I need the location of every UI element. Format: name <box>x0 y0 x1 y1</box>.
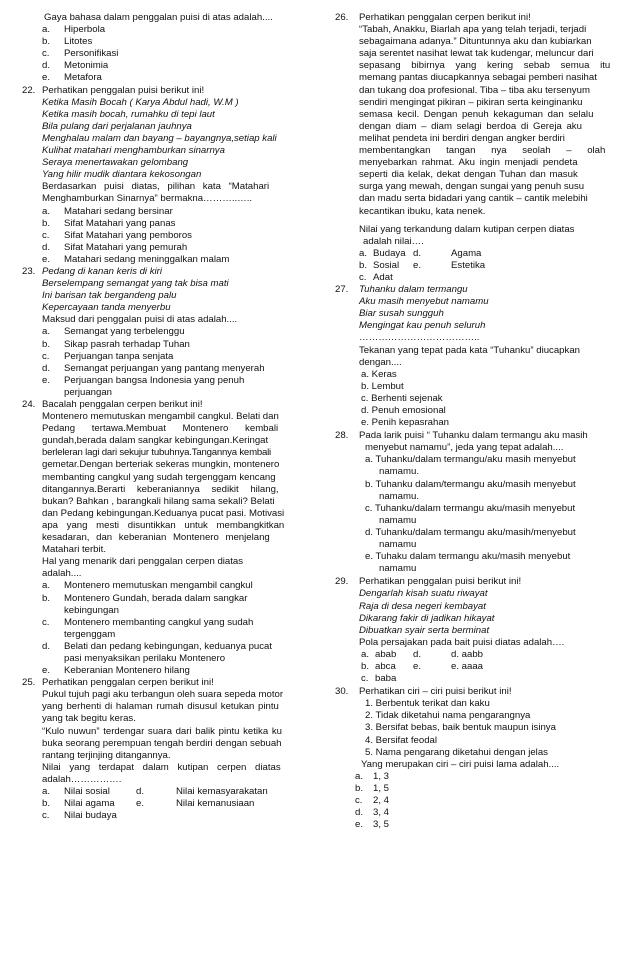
option-text: Metafora <box>64 72 102 84</box>
option-letter: c. <box>355 795 363 806</box>
option-letter: b. <box>42 36 51 48</box>
option-text: 2, 4 <box>373 795 390 806</box>
poem-line: Dikarang fakir di jadikan hikayat <box>359 612 495 624</box>
question-text: Hal yang menarik dari penggalan cerpen diatas <box>42 556 244 568</box>
question-28 <box>335 430 597 575</box>
option-text: Budaya <box>373 247 406 259</box>
option-letter: b. <box>42 338 51 350</box>
options-row <box>335 248 597 260</box>
passage-line: Pedang tertawa.Membuat Montenero kembali <box>42 423 279 435</box>
passage-line: semasa kecil. Dengan penuh kekaguman dan selalu <box>359 108 594 120</box>
question-number: 28. <box>335 430 349 442</box>
option-text: Adat <box>373 271 393 283</box>
option-text: Perjuangan bangsa Indonesia yang penuh <box>64 374 245 386</box>
question-number: 25. <box>22 677 36 689</box>
option-text: a. Keras <box>361 368 397 380</box>
option-letter: c. <box>42 229 50 241</box>
option-text: abab <box>375 648 397 660</box>
question-30 <box>335 686 597 831</box>
passage-line: surga yang mewah, dengan sungai yang penuh susu <box>359 181 585 193</box>
options-row <box>22 798 308 810</box>
option-text: e. Penih kepasrahan <box>361 417 450 429</box>
question-text: Berdasarkan puisi diatas, pilihan kata “Matahari <box>42 181 270 193</box>
option-letter: d. <box>42 60 51 72</box>
option-text: namamu. <box>379 490 419 502</box>
option-letter: c. <box>42 616 50 628</box>
options-row <box>22 786 308 798</box>
poem-line: Raja di desa negeri kembayat <box>359 600 486 612</box>
option-text: Semangat yang terbelenggu <box>64 326 185 338</box>
options-row <box>335 649 597 661</box>
poem-line: Berselempang semangat yang tak bisa mati <box>42 278 229 290</box>
option-text: abca <box>375 660 396 672</box>
passage-line: gemetar.Dengan berteriak sekeras mungkin, montenero <box>42 459 280 471</box>
poem-line: Dibuatkan syair serta berminat <box>359 624 490 636</box>
question-intro: Perhatikan penggalan cerpen berikut ini! <box>42 677 214 689</box>
option-text: 1, 5 <box>373 782 390 794</box>
question-26 <box>335 12 611 284</box>
passage-line: adalah……………. <box>42 773 122 785</box>
option-text: d. Tuhanku/dalam termangu aku/masih/menyebut <box>365 526 576 538</box>
poem-line: Tuhanku dalam termangu <box>359 284 468 296</box>
passage-line: Nilai yang terdapat dalam kutipan cerpen diatas <box>42 761 281 773</box>
question-number: 22. <box>22 84 36 96</box>
passage-line: menyebarkan rahmat. Aku ingin menjadi pendeta <box>359 157 578 169</box>
option-letter: c. <box>359 271 367 283</box>
option-letter: e. <box>413 259 422 271</box>
passage-line: bukan? Bahkan , barangkali hilang sama sekali? Belati <box>42 495 275 507</box>
option-text: b. Tuhanku dalam/termangu aku/masih menyebut <box>365 478 576 490</box>
option-text: e. aaaa <box>451 660 484 672</box>
option-text: Nilai agama <box>64 798 115 810</box>
option-letter: c. <box>42 810 50 822</box>
option-letter: b. <box>42 217 51 229</box>
options-row <box>335 272 597 284</box>
option-text: baba <box>375 673 397 685</box>
poem-line: Ini barisan tak bergandeng palu <box>42 290 177 302</box>
option-text: Sifat Matahari yang pemboros <box>64 229 192 241</box>
option-text: Nilai kemasyarakatan <box>176 786 268 797</box>
passage-line: seperti dia kelak, dekat dengan Tuhan dan masuk <box>359 169 578 181</box>
question-23 <box>22 266 308 399</box>
option-text: c. Tuhanku/dalam termangu aku/masih menyebut <box>365 502 576 514</box>
option-text: Personifikasi <box>64 48 119 60</box>
option-text: kebingungan <box>64 604 119 616</box>
option-letter: d. <box>413 247 422 259</box>
option-letter: d. <box>42 640 51 652</box>
option-text: e. Tuhaku dalam termangu aku/masih menyebut <box>365 551 571 563</box>
option-text: namamu. <box>379 466 419 478</box>
option-letter: b. <box>355 782 364 794</box>
option-text: Metonimia <box>64 60 109 72</box>
poem-line: Kulihat matahari menghamburkan sinarnya <box>42 145 225 157</box>
option-letter: a. <box>42 786 51 797</box>
option-text: Litotes <box>64 36 93 48</box>
passage-line: rantang terjinjing ditangannya. <box>42 749 171 761</box>
question-text: Nilai yang terkandung dalam kutipan cerpen diatas <box>359 223 575 235</box>
option-text: 3, 5 <box>373 819 390 831</box>
option-text: d. aabb <box>451 648 484 660</box>
option-text: Nilai kemanusiaan <box>176 798 255 810</box>
option-text: tergenggam <box>64 628 116 640</box>
poem-line: Yang hilir mudik diantara kekosongan <box>42 169 202 181</box>
question-intro: Bacalah penggalan cerpen berikut ini! <box>42 399 203 410</box>
option-text: Montenero membanting cangkul yang sudah <box>64 616 254 628</box>
question-number: 23. <box>22 265 36 277</box>
option-letter: c. <box>42 48 50 60</box>
passage-line: Montenero memutuskan mengambil cangkul. Belati dan <box>42 411 279 423</box>
question-text: menyebut namamu”, jeda yang tepat adalah.... <box>365 442 564 454</box>
passage-line: dengan diam – diam selagi berdoa di Gereja aku <box>359 120 582 132</box>
option-letter: d. <box>355 807 364 819</box>
option-text: pasi menyaksikan perilaku Montenero <box>64 652 226 664</box>
right-column <box>335 12 611 831</box>
poem-line: Pedang di kanan keris di kiri <box>42 265 162 277</box>
poem-line: Kepercayaan tanda menyerbu <box>42 302 171 314</box>
poem-line: Seraya menertawakan gelombang <box>42 157 189 169</box>
option-letter: e. <box>413 660 422 672</box>
passage-line: buka seorang perempuan tengah berdiri dengan sebuah <box>42 737 282 749</box>
option-text: b. Lembut <box>361 380 404 392</box>
passage-line: yang berhenti di halaman rumah disusul ketukan pintu <box>42 701 279 713</box>
options-row <box>22 810 308 822</box>
poem-line: Mengingat kau penuh seluruh <box>359 320 486 332</box>
passage-line: saja serentet nasihat lewat tak kudengar, meluncur dari <box>359 48 594 60</box>
option-text: Keberanian Montenero hilang <box>64 665 190 677</box>
passage-line: Matahari terbit. <box>42 544 106 556</box>
option-text: Agama <box>451 247 482 259</box>
q21-question: Gaya bahasa dalam penggalan puisi di atas adalah.... <box>44 12 273 23</box>
passage-line: ditangannya.Berarti keberaniannya sedikit hilang, <box>42 483 279 495</box>
passage-line: berleleran lagi dari sekujur tubuhnya.Tangannya kembali <box>42 447 271 459</box>
list-item: 3. Bersifat bebas, baik bentuk maupun isinya <box>365 722 556 734</box>
list-item: 4. Bersifat feodal <box>365 734 437 746</box>
question-25 <box>22 677 308 822</box>
option-letter: a. <box>355 770 364 782</box>
q21-options <box>22 24 308 84</box>
passage-line: dan Pedang kebingungan.Keduanya pucat pasi. Motivasi <box>42 507 285 519</box>
poem-ellipsis: ……………………………….. <box>359 332 480 344</box>
option-text: Montenero Gundah, berada dalam sangkar <box>64 592 248 604</box>
left-column <box>22 12 308 822</box>
question-intro: Perhatikan penggalan puisi berikut ini! <box>359 576 522 588</box>
question-text: adalah nilai…. <box>363 235 424 247</box>
option-letter: e. <box>42 72 51 84</box>
passage-line: “Kulo nuwun” terdengar suara dari balik pintu ketika ku <box>42 725 282 737</box>
option-letter: a. <box>42 326 51 338</box>
question-29 <box>335 576 597 685</box>
options-row <box>335 673 597 685</box>
passage-line: dan tukang doa profesional. Tiba – tiba aku tersenyum <box>359 84 590 96</box>
list-item: 2. Tidak diketahui nama pengarangnya <box>365 710 531 722</box>
option-letter: c. <box>42 350 50 362</box>
question-text: Menghamburkan Sinarnya” bermakna………..….. <box>42 193 253 205</box>
option-letter: e. <box>136 798 145 810</box>
question-24 <box>22 399 308 677</box>
option-text: Nilai budaya <box>64 810 117 822</box>
option-text: Semangat perjuangan yang pantang menyerah <box>64 362 265 374</box>
poem-line: Biar susah sungguh <box>359 308 444 320</box>
option-text: a. Tuhanku/dalam termangu/aku masih menyebut <box>365 454 576 466</box>
question-number: 24. <box>22 399 36 410</box>
question-intro: Perhatikan ciri – ciri puisi berikut ini! <box>359 686 512 698</box>
options-row <box>335 661 597 673</box>
option-text: namamu <box>379 563 417 575</box>
question-text: adalah.... <box>42 568 82 580</box>
question-text: Yang merupakan ciri – ciri puisi lama adalah.... <box>361 758 560 770</box>
option-letter: e. <box>42 253 51 265</box>
passage-line: apa yang mesti disuntikkan untuk membangkitkan <box>42 519 285 531</box>
option-letter: c. <box>361 673 369 685</box>
passage-line: sendiri mengingat pikiran – pikiran serta keinginanku <box>359 96 583 108</box>
passage-line: membanting cangkul yang sudah tergenggam kencang <box>42 471 276 483</box>
option-letter: d. <box>42 241 51 253</box>
list-item: 1. Berbentuk terikat dan kaku <box>365 698 490 710</box>
option-text: Sikap pasrah terhadap Tuhan <box>64 338 190 350</box>
option-text: 1, 3 <box>373 770 390 782</box>
option-text: d. Penuh emosional <box>361 405 446 416</box>
poem-line: Ketika Masih Bocah ( Karya Abdul hadi, W.M ) <box>42 96 239 108</box>
option-letter: d. <box>413 648 422 660</box>
option-letter: b. <box>361 660 370 672</box>
passage-line: kesadaran, dan keberanian Montenero menjelang <box>42 532 270 544</box>
question-27 <box>335 284 597 429</box>
option-text: Nilai sosial <box>64 786 110 797</box>
list-item: 5. Nama pengarang diketahui dengan jelas <box>365 746 548 758</box>
options-row <box>335 260 597 272</box>
option-letter: e. <box>42 374 51 386</box>
option-letter: d. <box>42 362 51 374</box>
passage-line: yang tak begitu keras. <box>42 713 136 725</box>
option-text: Montenero memutuskan mengambil cangkul <box>64 580 253 592</box>
option-text: Matahari sedang bersinar <box>64 205 173 217</box>
option-text: Matahari sedang meninggalkan malam <box>64 253 230 265</box>
passage-line: gundah,berada dalam sangkar kebingungan.Keringat <box>42 435 269 447</box>
option-letter: e. <box>355 819 364 831</box>
passage-line: kecantikan ibuku, kata nenek. <box>359 205 486 217</box>
question-text: Maksud dari penggalan puisi di atas adalah.... <box>42 314 238 326</box>
option-text: namamu <box>379 514 417 526</box>
question-number: 30. <box>335 686 349 698</box>
option-text: namamu <box>379 539 417 551</box>
poem-line: Dengarlah kisah suatu riwayat <box>359 588 488 600</box>
option-text: 3, 4 <box>373 807 390 819</box>
question-intro: Perhatikan penggalan puisi berikut ini! <box>42 84 205 96</box>
poem-line: Bila pulang dari perjalanan jauhnya <box>42 120 192 132</box>
passage-line: Pukul tujuh pagi aku terbangun oleh suara sepeda motor <box>42 689 284 701</box>
option-letter: a. <box>42 205 51 217</box>
option-text: Estetika <box>451 259 486 271</box>
option-text: Sifat Matahari yang pemurah <box>64 241 188 253</box>
question-text: Pada larik puisi “ Tuhanku dalam termangu aku masih <box>359 430 588 442</box>
option-text: Sifat Matahari yang panas <box>64 217 176 229</box>
question-22 <box>22 85 308 266</box>
option-letter: a. <box>42 24 51 36</box>
question-intro: Perhatikan penggalan cerpen berikut ini! <box>359 12 531 23</box>
question-text: Tekanan yang tepat pada kata “Tuhanku” diucapkan <box>359 344 580 356</box>
poem-line: Menghalau malam dan bayang – bayangnya,setiap kali <box>42 132 277 144</box>
question-number: 27. <box>335 284 349 296</box>
option-letter: a. <box>359 247 368 259</box>
option-letter: a. <box>361 648 370 660</box>
option-letter: b. <box>359 259 368 271</box>
option-text: Perjuangan tanpa senjata <box>64 350 174 362</box>
option-letter: e. <box>42 665 51 677</box>
question-number: 29. <box>335 576 349 588</box>
poem-line: Aku masih menyebut namamu <box>359 296 489 308</box>
question-number: 26. <box>335 12 349 23</box>
passage-line: sepasang bibirnya yang kering sebab semua itu <box>359 60 611 72</box>
option-text: Hiperbola <box>64 24 106 36</box>
option-text: Sosial <box>373 259 400 271</box>
question-text: Pola persajakan pada bait puisi diatas adalah…. <box>359 636 565 648</box>
option-letter: b. <box>42 798 51 810</box>
passage-line: dan madu serta bidadari yang cantik – cantik melebihi <box>359 193 588 205</box>
option-letter: d. <box>136 786 145 797</box>
passage-line: melihat pendeta ini berdiri dengan angker berdiri <box>359 132 565 144</box>
question-text: dengan.... <box>359 356 402 368</box>
poem-line: Ketika masih bocah, rumahku di tepi laut <box>42 108 215 120</box>
option-letter: a. <box>42 580 51 592</box>
passage-line: sebagaimana adanya.” Dituntunnya aku dan kubiarkan <box>359 36 592 48</box>
passage-line: memang pantas diucapkannya sebagai pemberi nasihat <box>359 72 597 84</box>
passage-line: membentangkan tangan nya seolah – olah <box>359 145 606 157</box>
option-text: perjuangan <box>64 386 113 398</box>
option-text: c. Berhenti sejenak <box>361 392 443 404</box>
passage-line: “Tabah, Anakku, Biarlah apa yang telah terjadi, terjadi <box>359 24 587 36</box>
option-text: Belati dan pedang kebingungan, keduanya pucat <box>64 640 273 652</box>
option-letter: b. <box>42 592 51 604</box>
